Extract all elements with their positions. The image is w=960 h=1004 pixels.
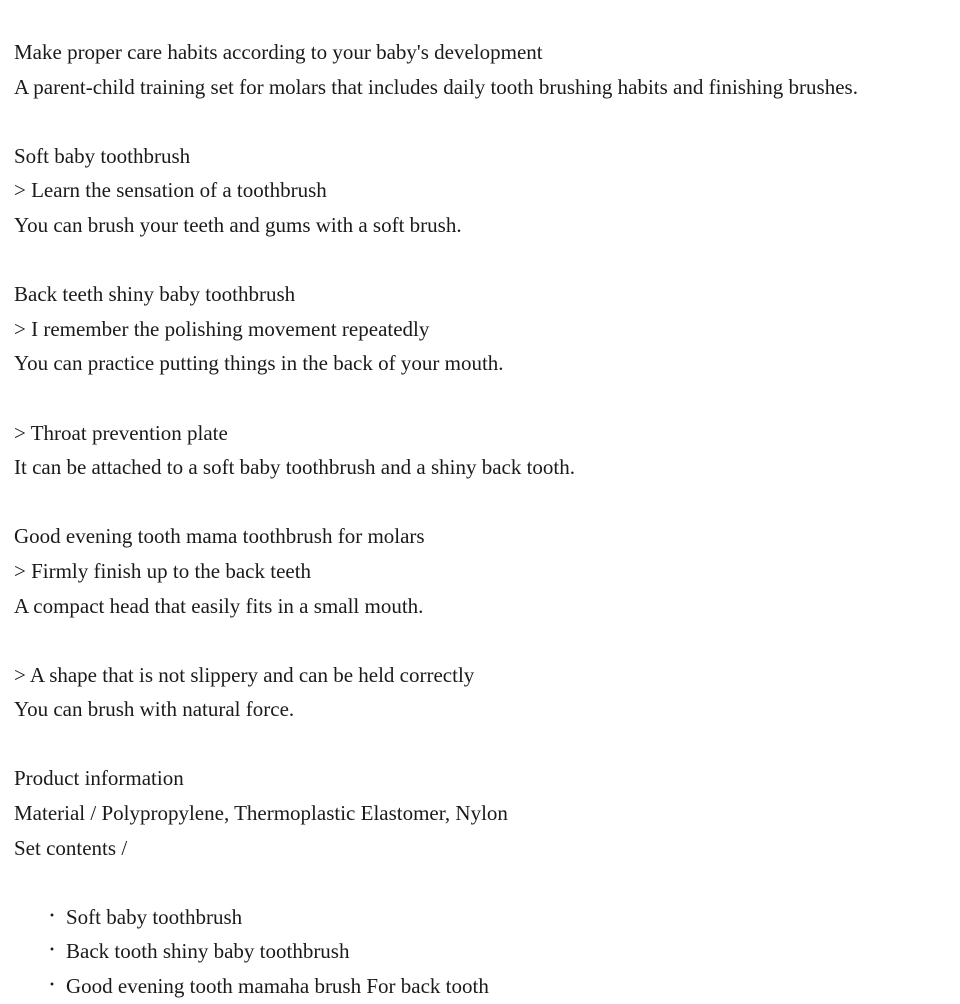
product-description — [14, 35, 952, 1004]
section-desc-grip-shape: You can brush with natural force. — [14, 697, 295, 722]
bullet-dot-icon: ・ — [44, 977, 61, 995]
spacer — [14, 727, 952, 762]
bullet-dot-icon: ・ — [44, 907, 61, 925]
product-info-set-label: Set contents / — [14, 835, 128, 860]
set-contents-list — [14, 900, 952, 1004]
spacer — [14, 104, 952, 139]
section-desc-back-teeth-toothbrush: You can practice putting things in the back of your mouth. — [14, 351, 504, 376]
section-desc-throat-plate: It can be attached to a soft baby toothbrush and a shiny back tooth. — [14, 455, 576, 480]
section-point-throat-plate: > Throat prevention plate — [14, 420, 228, 445]
list-item-label: Good evening tooth mamaha brush For back tooth — [66, 974, 489, 999]
spacer — [14, 381, 952, 416]
bullet-dot-icon: ・ — [44, 942, 61, 960]
product-info-material: Material / Polypropylene, Thermoplastic Elastomer, Nylon — [14, 801, 508, 826]
intro-heading: Make proper care habits according to your baby's development — [14, 40, 543, 64]
section-title-mama-toothbrush: Good evening tooth mama toothbrush for molars — [14, 524, 425, 549]
section-desc-soft-toothbrush: You can brush your teeth and gums with a soft brush. — [14, 212, 462, 237]
section-point-soft-toothbrush: > Learn the sensation of a toothbrush — [14, 178, 327, 203]
section-title-back-teeth-toothbrush: Back teeth shiny baby toothbrush — [14, 282, 296, 307]
intro-subtitle: A parent-child training set for molars that includes daily tooth brushing habits and finishing brushes. — [14, 74, 858, 99]
section-point-back-teeth-toothbrush: > I remember the polishing movement repeatedly — [14, 316, 430, 341]
section-point-mama-toothbrush: > Firmly finish up to the back teeth — [14, 558, 312, 583]
spacer — [14, 865, 952, 900]
section-desc-mama-toothbrush: A compact head that easily fits in a small mouth. — [14, 593, 424, 618]
section-point-grip-shape: > A shape that is not slippery and can be held correctly — [14, 662, 475, 687]
list-item-label: Soft baby toothbrush — [66, 904, 243, 929]
list-item — [14, 969, 952, 1004]
product-info-title: Product information — [14, 766, 184, 791]
spacer — [14, 243, 952, 278]
section-title-soft-toothbrush: Soft baby toothbrush — [14, 143, 191, 168]
list-item — [14, 900, 952, 935]
list-item-label: Back tooth shiny baby toothbrush — [66, 939, 350, 964]
spacer — [14, 623, 952, 658]
list-item — [14, 934, 952, 969]
spacer — [14, 485, 952, 520]
